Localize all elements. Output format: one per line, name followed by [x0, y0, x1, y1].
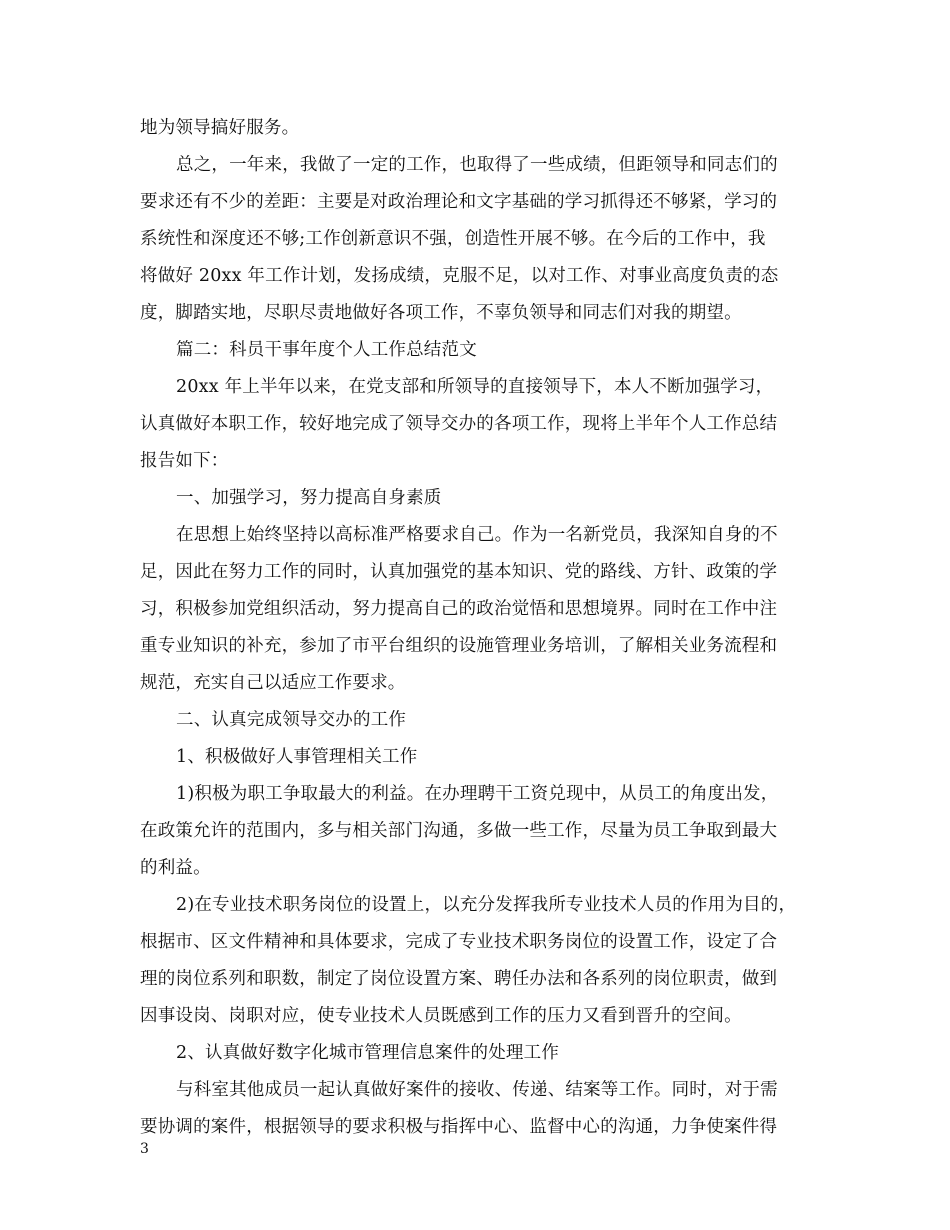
- text-line: 理的岗位系列和职数，制定了岗位设置方案、聘任办法和各系列的岗位职责，做到: [140, 969, 778, 989]
- text-line: 的利益。: [140, 858, 211, 878]
- text-line: 地为领导搞好服务。: [140, 118, 300, 138]
- text-line: 系统性和深度还不够;工作创新意识不强，创造性开展不够。在今后的工作中，我: [140, 229, 766, 249]
- section-heading: 二、认真完成领导交办的工作: [176, 710, 407, 730]
- text-line: 1)积极为职工争取最大的利益。在办理聘干工资兑现中，从员工的角度出发，: [176, 784, 779, 804]
- text-line: 要协调的案件，根据领导的要求积极与指挥中心、监督中心的沟通，力争使案件得: [140, 1117, 778, 1137]
- section-heading: 篇二：科员干事年度个人工作总结范文: [176, 340, 477, 360]
- text-line: 在思想上始终坚持以高标准严格要求自己。作为一名新党员，我深知自身的不: [176, 525, 778, 545]
- text-line: 因事设岗、岗职对应，使专业技术人员既感到工作的压力又看到晋升的空间。: [140, 1006, 742, 1026]
- text-line: 20xx 年上半年以来，在党支部和所领导的直接领导下，本人不断加强学习，: [176, 377, 774, 397]
- text-line: 重专业知识的补充，参加了市平台组织的设施管理业务培训，了解相关业务流程和: [140, 636, 778, 656]
- page-number: 3: [140, 1141, 149, 1157]
- subsection-heading: 1、积极做好人事管理相关工作: [176, 747, 418, 767]
- text-line: 总之，一年来，我做了一定的工作，也取得了一些成绩，但距领导和同志们的: [176, 155, 778, 175]
- text-line: 在政策允许的范围内，多与相关部门沟通，多做一些工作，尽量为员工争取到最大: [140, 821, 778, 841]
- text-line: 将做好 20xx 年工作计划，发扬成绩，克服不足，以对工作、对事业高度负责的态: [140, 266, 779, 286]
- document-body: [140, 110, 820, 1146]
- text-line: 足，因此在努力工作的同时，认真加强党的基本知识、党的路线、方针、政策的学: [140, 562, 778, 582]
- text-line: 认真做好本职工作，较好地完成了领导交办的各项工作，现将上半年个人工作总结: [140, 414, 778, 434]
- text-line: 根据市、区文件精神和具体要求，完成了专业技术职务岗位的设置工作，设定了合: [140, 932, 778, 952]
- section-heading: 一、加强学习，努力提高自身素质: [176, 488, 442, 508]
- text-line: 与科室其他成员一起认真做好案件的接收、传递、结案等工作。同时，对于需: [176, 1080, 778, 1100]
- text-line: 度，脚踏实地，尽职尽责地做好各项工作，不辜负领导和同志们对我的期望。: [140, 303, 742, 323]
- text-line: 规范，充实自己以适应工作要求。: [140, 673, 406, 693]
- text-line: 报告如下：: [140, 451, 229, 471]
- subsection-heading: 2、认真做好数字化城市管理信息案件的处理工作: [176, 1043, 560, 1063]
- text-line: 要求还有不少的差距：主要是对政治理论和文字基础的学习抓得还不够紧，学习的: [140, 192, 778, 212]
- text-line: 习，积极参加党组织活动，努力提高自己的政治觉悟和思想境界。同时在工作中注: [140, 599, 778, 619]
- text-line: 2)在专业技术职务岗位的设置上，以充分发挥我所专业技术人员的作用为目的，: [176, 895, 797, 915]
